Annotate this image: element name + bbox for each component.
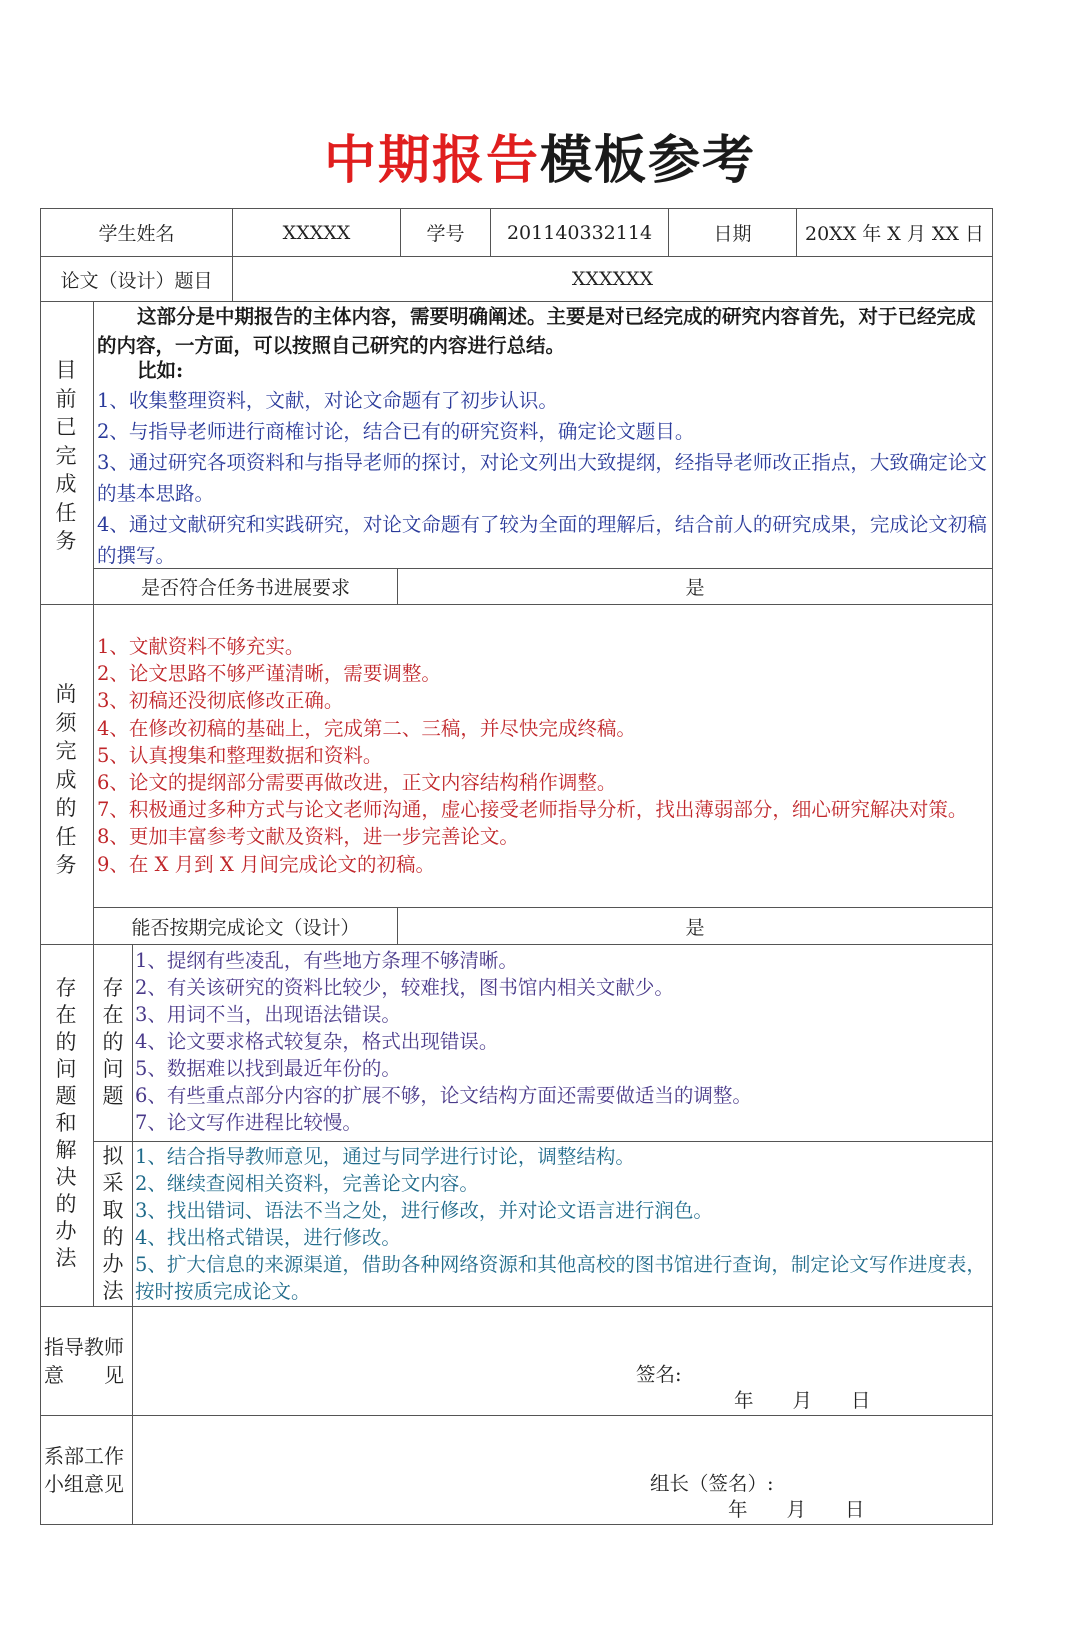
list-item: 3、找出错词、语法不当之处，进行修改，并对论文语言进行润色。 [135, 1199, 713, 1222]
department-label-line2: 小组意见 [44, 1472, 124, 1496]
list-item: 6、有些重点部分内容的扩展不够，论文结构方面还需要做适当的调整。 [135, 1084, 752, 1107]
list-item: 5、扩大信息的来源渠道，借助各种网络资源和其他高校的图书馆进行查询，制定论文写作进度表，按时按质完成论文。 [135, 1253, 986, 1303]
issues-list [135, 947, 990, 1136]
date-value: 20XX 年 X 月 XX 日 [804, 223, 984, 245]
advisor-date-line: 年 月 日 [734, 1389, 871, 1412]
department-opinion-label [44, 1442, 132, 1498]
list-item: 8、更加丰富参考文献及资料，进一步完善论文。 [97, 825, 519, 849]
student-id-label: 学号 [426, 223, 465, 245]
list-item: 2、论文思路不够严谨清晰，需要调整。 [97, 662, 441, 686]
list-item: 1、文献资料不够充实。 [97, 635, 305, 658]
list-item: 3、用词不当，出现语法错误。 [135, 1003, 401, 1026]
advisor-signature-label: 签名: [636, 1363, 682, 1386]
remaining-list [97, 633, 990, 878]
list-item: 1、收集整理资料，文献，对论文命题有了初步认识。 [97, 389, 558, 412]
advisor-label-line1: 指导教师 [44, 1335, 124, 1359]
example-label: 比如: [137, 359, 184, 382]
solutions-list [135, 1143, 990, 1305]
list-item: 1、提纲有些凌乱，有些地方条理不够清晰。 [135, 949, 518, 972]
list-item: 2、有关该研究的资料比较少，较难找，图书馆内相关文献少。 [135, 976, 674, 999]
list-item: 3、通过研究各项资料和与指导老师的探讨，对论文列出大致提纲，经指导老师改正指点，大致确定论文的基本思路。 [97, 451, 987, 505]
list-item: 4、论文要求格式较复杂，格式出现错误。 [135, 1030, 499, 1053]
remaining-tasks-label: 尚须完成的任务 [55, 682, 77, 877]
thesis-title-label: 论文（设计）题目 [60, 269, 213, 292]
department-date-line: 年 月 日 [728, 1498, 865, 1521]
department-signature-label: 组长（签名）: [650, 1472, 774, 1495]
list-item: 2、与指导老师进行商榷讨论，结合已有的研究资料，确定论文题目。 [97, 420, 695, 443]
completed-intro: 这部分是中期报告的主体内容，需要明确阐述。主要是对已经完成的研究内容首先，对于已经完成的内容，一方面，可以按照自己研究的内容进行总结。 [97, 305, 976, 357]
thesis-title-value: XXXXXX [571, 268, 654, 290]
progress-requirement-value: 是 [685, 577, 705, 599]
list-item: 7、积极通过多种方式与论文老师沟通，虚心接受老师指导分析，找出薄弱部分，细心研究解决对策。 [97, 798, 968, 822]
list-item: 9、在 X 月到 X 月间完成论文的初稿。 [97, 852, 435, 876]
on-time-value: 是 [685, 916, 705, 939]
list-item: 1、结合指导教师意见，通过与同学进行讨论，调整结构。 [135, 1145, 635, 1168]
list-item: 4、在修改初稿的基础上，完成第二、三稿，并尽快完成终稿。 [97, 716, 636, 740]
list-item: 2、继续查阅相关资料，完善论文内容。 [135, 1172, 479, 1195]
list-item: 4、找出格式错误，进行修改。 [135, 1226, 401, 1249]
title-part-black: 模板参考 [540, 131, 757, 191]
list-item: 5、认真搜集和整理数据和资料。 [97, 743, 383, 767]
list-item: 6、论文的提纲部分需要再做改进，正文内容结构稍作调整。 [97, 771, 617, 795]
advisor-label-line2: 意 见 [44, 1363, 124, 1387]
solutions-label: 拟采取的办法 [102, 1144, 124, 1303]
title-part-red: 中期报告 [323, 131, 540, 191]
student-name-label: 学生姓名 [98, 223, 175, 245]
completed-tasks-label: 目前已完成任务 [55, 358, 77, 553]
list-item: 5、数据难以找到最近年份的。 [135, 1057, 401, 1080]
department-label-line1: 系部工作 [44, 1444, 124, 1468]
completed-list [97, 385, 990, 571]
issues-label: 存在的问题 [102, 976, 124, 1108]
date-label: 日期 [713, 223, 752, 245]
progress-requirement-label: 是否符合任务书进展要求 [140, 577, 350, 599]
problems-solutions-label: 存在的问题和解决的办法 [55, 976, 77, 1270]
list-item: 7、论文写作进程比较慢。 [135, 1111, 362, 1134]
list-item: 3、初稿还没彻底修改正确。 [97, 689, 344, 713]
student-name-value: XXXXX [282, 221, 351, 244]
list-item: 4、通过文献研究和实践研究，对论文命题有了较为全面的理解后，结合前人的研究成果，完成论文初稿的撰写。 [97, 513, 987, 567]
on-time-label: 能否按期完成论文（设计） [131, 916, 360, 939]
advisor-opinion-label [44, 1333, 132, 1389]
student-id-value: 201140332114 [506, 221, 653, 244]
